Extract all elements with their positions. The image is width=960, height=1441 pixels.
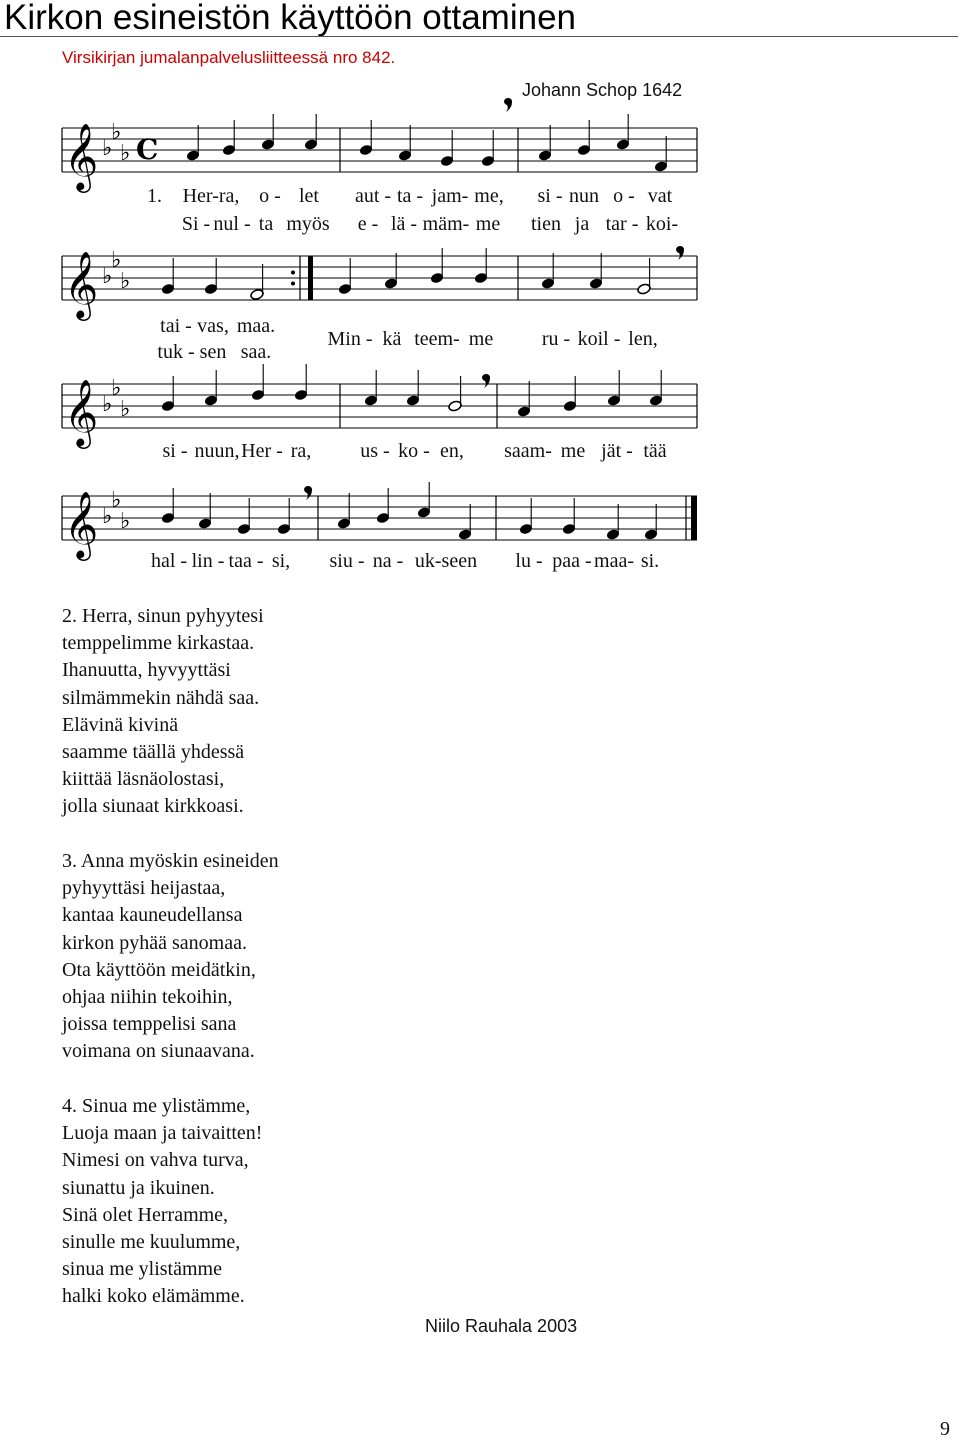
lyric-syllable: e -	[357, 213, 379, 235]
lyric-syllable: nul -	[213, 213, 251, 235]
verse-text: Herra, sinun pyhyytesi	[82, 605, 264, 627]
lyric-syllable: siu -	[329, 550, 365, 572]
treble-clef-icon: 𝄞	[64, 250, 99, 318]
lyric-syllable: ta	[258, 213, 274, 235]
lyric-syllable: nuun,	[194, 440, 240, 462]
svg-text:♭: ♭	[120, 397, 131, 422]
verse-line: pyhyyttäsi heijastaa,	[62, 877, 226, 900]
verse-line: Ihanuutta, hyvyyttäsi	[62, 659, 231, 682]
lyric-syllable: na -	[372, 550, 404, 572]
verse-line: kiittää läsnäolostasi,	[62, 768, 225, 791]
breath-mark-icon	[482, 374, 490, 388]
lyric-syllable: si,	[271, 550, 291, 572]
verse-line: saamme täällä yhdessä	[62, 741, 245, 764]
lyric-syllable: si.	[640, 550, 660, 572]
lyric-syllable: me	[475, 213, 501, 235]
svg-text:♭: ♭	[102, 504, 113, 529]
treble-clef-icon: 𝄞	[64, 122, 99, 190]
verse-3	[62, 848, 279, 1066]
page-title: Kirkon esineistön käyttöön ottaminen	[4, 0, 576, 37]
lyric-syllable: let	[299, 185, 319, 207]
verse-number: 2.	[62, 605, 77, 627]
lyric-syllable: us -	[360, 440, 390, 462]
svg-text:♭: ♭	[111, 488, 122, 513]
lyric-syllable: tuk -	[157, 341, 195, 363]
verse-line: Ota käyttöön meidätkin,	[62, 958, 256, 981]
verse-line: halki koko elämämme.	[62, 1285, 245, 1308]
lyric-syllable: Her-ra,	[182, 185, 240, 207]
staff-system-4	[0, 488, 960, 568]
verse-number: 4.	[62, 1095, 77, 1117]
lyric-syllable: si -	[162, 440, 188, 462]
notes	[161, 482, 657, 540]
verse-line: voimana on siunaavana.	[62, 1040, 255, 1063]
lyric-syllable: ra,	[290, 440, 312, 462]
verse-line: sinua me ylistämme	[62, 1258, 222, 1281]
lyric-syllable: koi-	[645, 213, 679, 235]
verse-line: Nimesi on vahva turva,	[62, 1149, 249, 1172]
lyric-syllable: uk-seen	[414, 550, 478, 572]
breath-mark-icon	[676, 246, 684, 260]
svg-text:♭: ♭	[120, 509, 131, 534]
lyric-syllable: Her -	[241, 440, 283, 462]
notes	[161, 364, 662, 417]
lyric-syllable: si -	[537, 185, 563, 207]
lyric-syllable: nun	[569, 185, 599, 207]
verse-line: siunattu ja ikuinen.	[62, 1176, 215, 1199]
lyric-syllable: maa.	[236, 315, 276, 337]
verse-line	[62, 848, 279, 875]
lyric-syllable: lin -	[191, 550, 225, 572]
svg-text:♭: ♭	[102, 136, 113, 161]
lyric-syllable: teem-	[414, 328, 460, 350]
lyric-syllable: tien	[531, 213, 561, 235]
lyric-syllable: Min -	[327, 328, 373, 350]
lyric-syllable: o -	[613, 185, 635, 207]
verse-4	[62, 1093, 262, 1311]
lyric-syllable: me	[560, 440, 586, 462]
lyric-syllable: jät -	[601, 440, 633, 462]
lyricist-credit: Niilo Rauhala 2003	[425, 1316, 578, 1336]
lyric-syllable: saam-	[504, 440, 552, 462]
verse-number: 3.	[62, 850, 77, 872]
lyric-syllable: taa -	[228, 550, 264, 572]
lyric-syllable: en,	[440, 440, 464, 462]
key-signature-flats-icon	[102, 376, 130, 422]
lyric-syllable: tai -	[160, 315, 192, 337]
lyric-syllable: ru -	[541, 328, 571, 350]
key-signature-flats-icon	[102, 120, 130, 166]
repeat-barline-thick-icon	[308, 256, 313, 300]
verse-line: Luoja maan ja taivaitten!	[62, 1122, 263, 1145]
verse-line: joissa temppelisi sana	[62, 1013, 237, 1036]
final-barline-thick-icon	[691, 496, 697, 540]
lyric-syllable: o -	[259, 185, 281, 207]
svg-text:♭: ♭	[102, 392, 113, 417]
staff-lines	[62, 384, 697, 428]
lyric-syllable: ta -	[396, 185, 424, 207]
verse-line: kirkon pyhää sanomaa.	[62, 931, 247, 954]
lyric-syllable: myös	[286, 213, 330, 235]
verse-text: Anna myöskin esineiden	[80, 850, 279, 872]
svg-text:♭: ♭	[111, 376, 122, 401]
treble-clef-icon: 𝄞	[64, 490, 99, 558]
treble-clef-icon: 𝄞	[64, 378, 99, 446]
lyric-syllable: mäm-	[422, 213, 470, 235]
svg-text:♭: ♭	[120, 141, 131, 166]
lyric-syllable: me	[468, 328, 494, 350]
lyric-syllable: aut -	[354, 185, 392, 207]
verse-line: silmämmekin nähdä saa.	[62, 686, 260, 709]
verse-line: sinulle me kuulumme,	[62, 1231, 241, 1254]
lyric-syllable: kä	[382, 328, 402, 350]
staff-system-2	[0, 248, 960, 328]
lyric-syllable: sen	[199, 341, 227, 363]
breath-mark-icon	[304, 486, 312, 500]
lyric-syllable: len,	[628, 328, 658, 350]
verse-line	[62, 1093, 262, 1120]
lyric-syllable: saa.	[240, 341, 272, 363]
lyric-syllable: lä -	[390, 213, 418, 235]
key-signature-flats-icon	[102, 488, 130, 534]
key-signature-flats-icon	[102, 248, 130, 294]
verse-text: Sinua me ylistämme,	[82, 1095, 251, 1117]
notes	[186, 114, 667, 172]
lyric-syllable: ja	[574, 213, 590, 235]
lyric-syllable: paa -	[552, 550, 592, 572]
svg-text:♭: ♭	[102, 264, 113, 289]
composer-credit: Johann Schop 1642	[522, 80, 683, 100]
verse-line: jolla siunaat kirkkoasi.	[62, 795, 244, 818]
lyric-syllable: ko -	[398, 440, 430, 462]
verse-line: Sinä olet Herramme,	[62, 1203, 229, 1226]
svg-text:♭: ♭	[111, 120, 122, 145]
breath-mark-icon	[504, 98, 512, 112]
lyric-syllable: jam-	[431, 185, 469, 207]
lyric-syllable: maa-	[594, 550, 634, 572]
lyric-syllable: hal -	[150, 550, 188, 572]
svg-text:♭: ♭	[111, 248, 122, 273]
svg-text:♭: ♭	[120, 269, 131, 294]
staff-system-3	[0, 376, 960, 456]
time-signature-icon: C	[136, 133, 159, 166]
lyric-syllable: Si -	[181, 213, 211, 235]
verse-line: temppelimme kirkastaa.	[62, 632, 255, 655]
lyric-syllable: tää	[643, 440, 667, 462]
verse-line: kantaa kauneudellansa	[62, 904, 243, 927]
lyric-syllable: tar -	[605, 213, 639, 235]
repeat-dot-icon	[291, 282, 295, 286]
lyric-syllable: koil -	[577, 328, 621, 350]
verse-2	[62, 603, 264, 821]
title-underline	[0, 36, 958, 37]
lyric-syllable: vas,	[197, 315, 229, 337]
verse-number-1: 1.	[147, 185, 162, 207]
lyric-syllable: me,	[474, 185, 504, 207]
verse-line: Elävinä kivinä	[62, 713, 179, 736]
repeat-dot-icon	[291, 271, 295, 275]
lyric-syllable: lu -	[515, 550, 543, 572]
hymnbook-reference: Virsikirjan jumalanpalvelusliitteessä nro 842.	[62, 48, 396, 67]
page-number: 9	[940, 1418, 950, 1440]
verse-line: ohjaa niihin tekoihin,	[62, 986, 233, 1009]
verse-line	[62, 603, 264, 630]
lyric-syllable: vat	[647, 185, 673, 207]
